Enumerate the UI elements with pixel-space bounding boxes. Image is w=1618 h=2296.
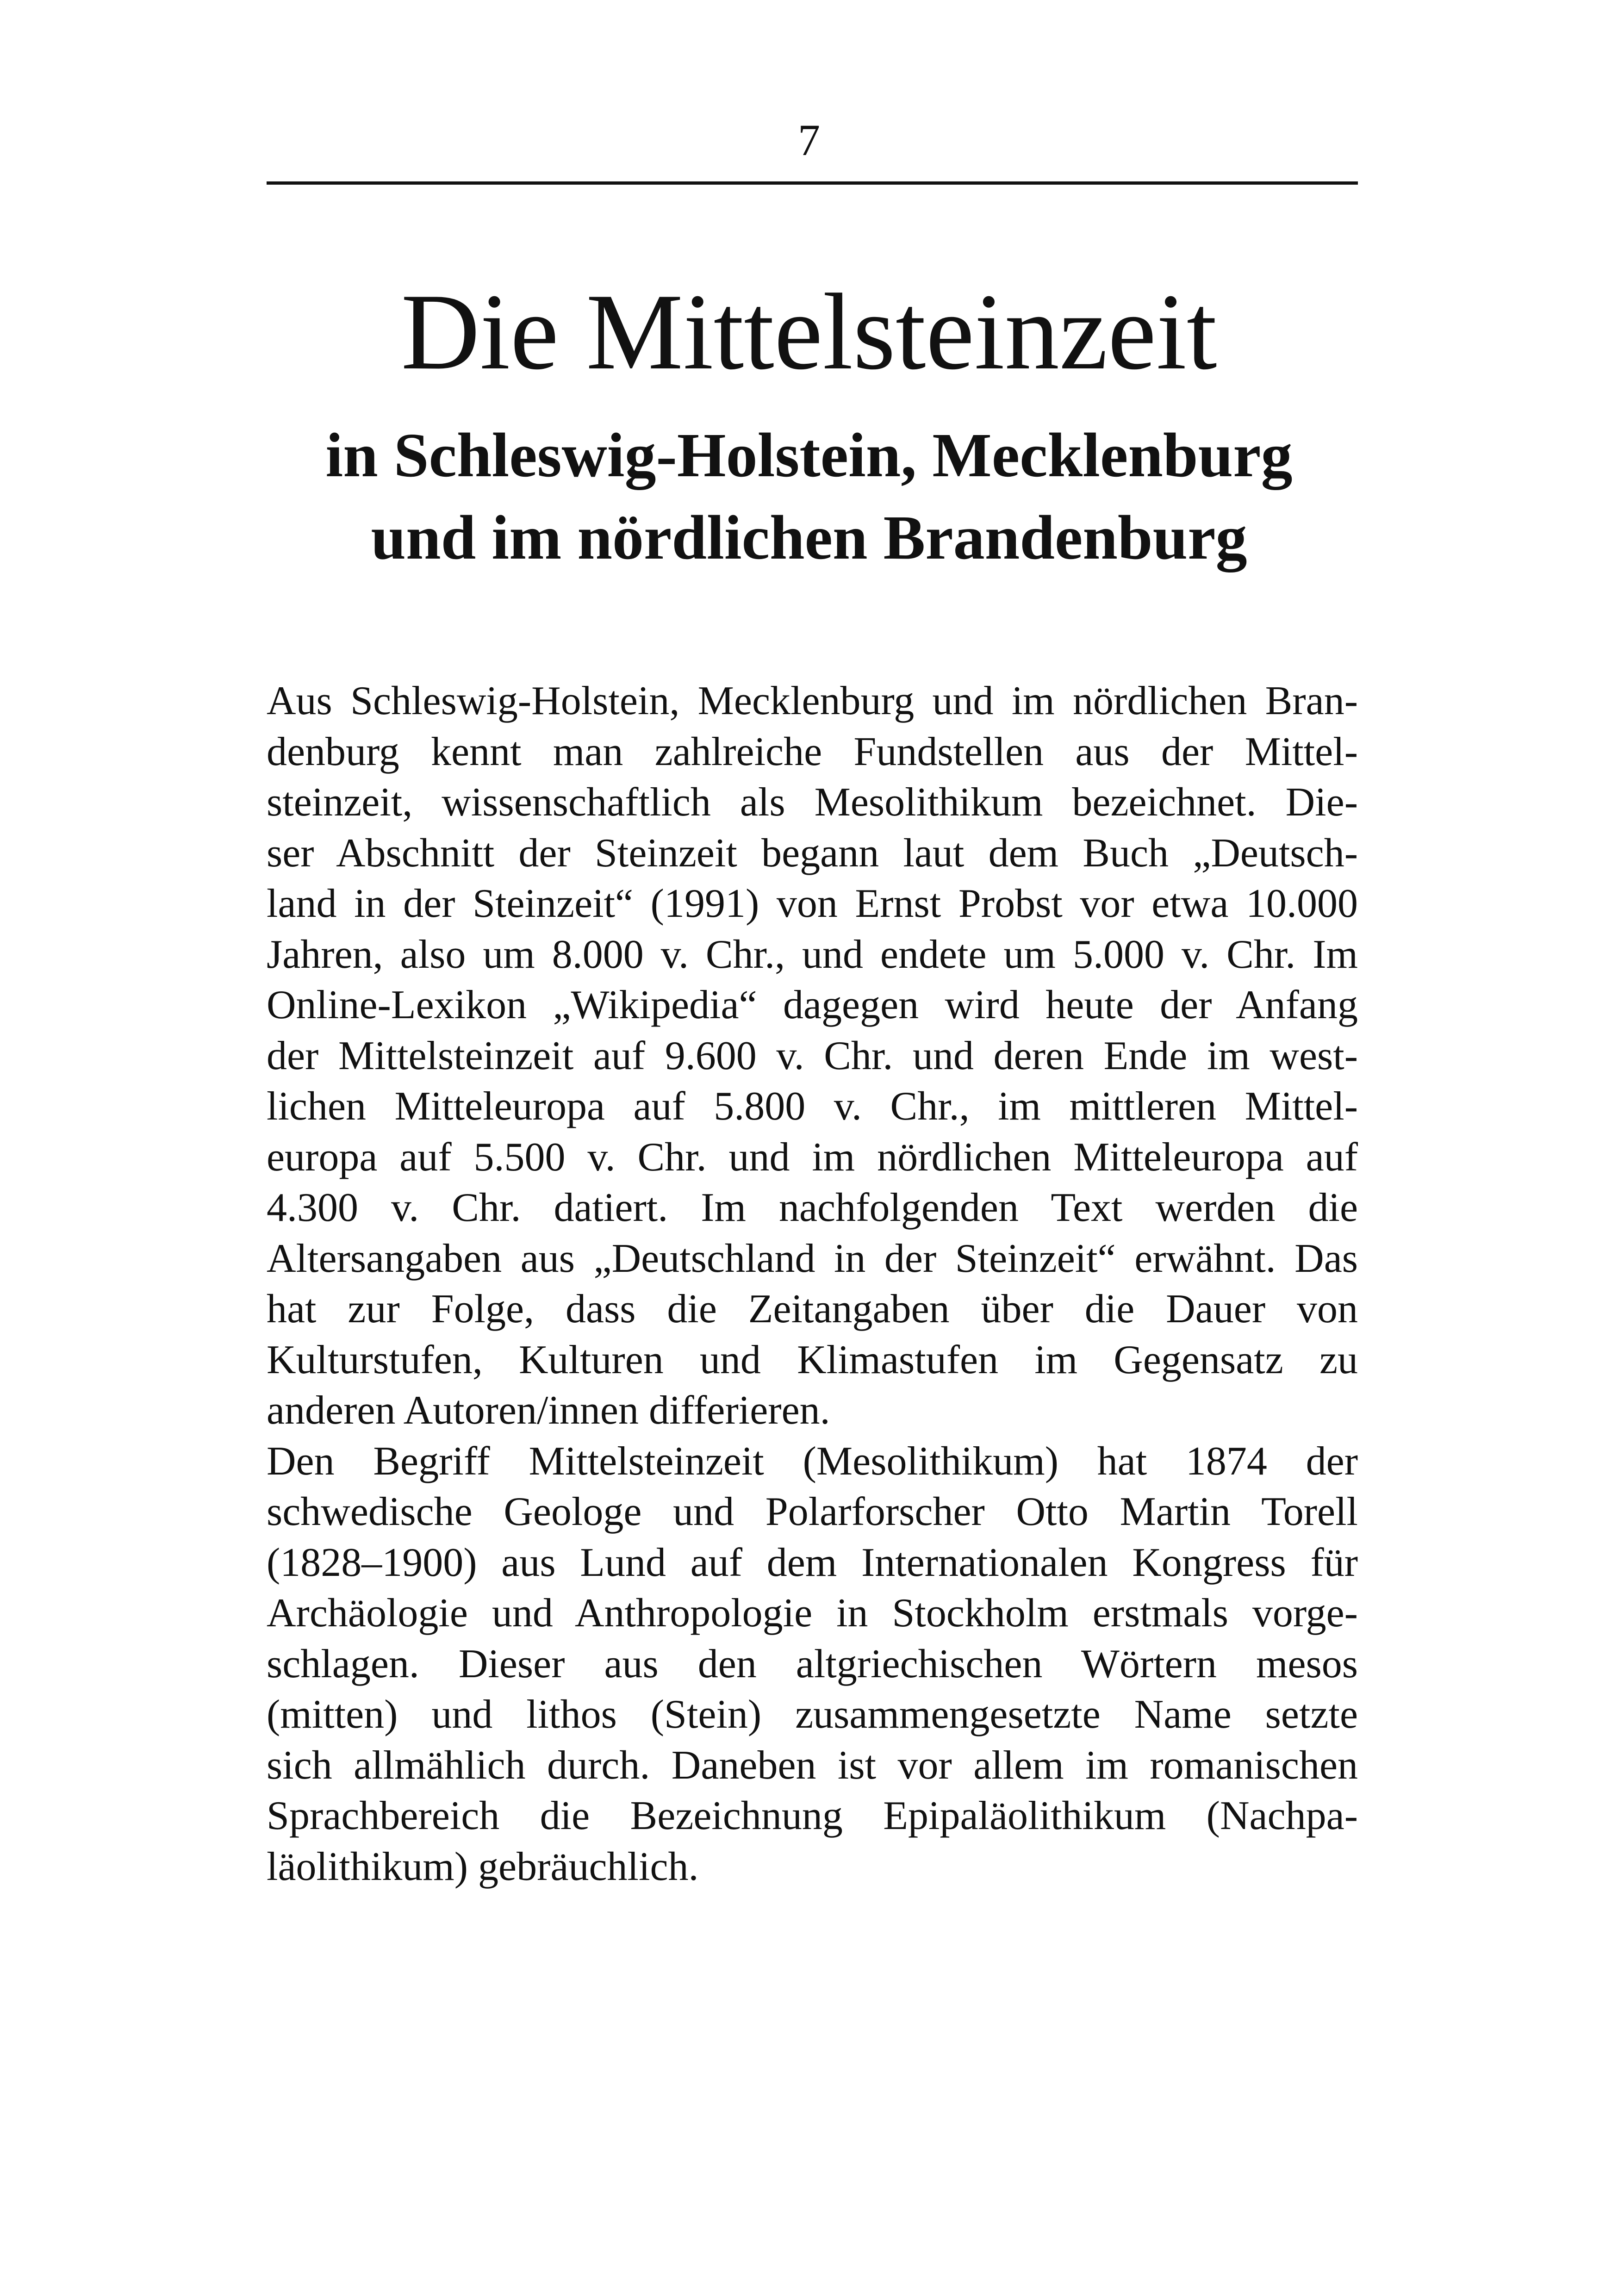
body-line: (mitten) und lithos (Stein) zusammengesetzte Name setzte [267, 1692, 1358, 1737]
page-subtitle [0, 414, 1618, 579]
body-line: schwedische Geologe und Polarforscher Otto Martin Torell [267, 1489, 1358, 1534]
body-line: Sprachbereich die Bezeichnung Epipaläolithikum (Nachpa- [267, 1793, 1358, 1838]
body-line: Aus Schleswig-Holstein, Mecklenburg und im nördlichen Bran- [267, 678, 1358, 723]
body-line: steinzeit, wissenschaftlich als Mesolithikum bezeichnet. Die- [267, 780, 1358, 825]
body-line: Altersangaben aus „Deutschland in der Steinzeit“ erwähnt. Das [267, 1236, 1358, 1281]
body-line: land in der Steinzeit“ (1991) von Ernst Probst vor etwa 10.000 [267, 881, 1358, 926]
body-line: Jahren, also um 8.000 v. Chr., und endete um 5.000 v. Chr. Im [267, 932, 1358, 977]
subtitle-line: und im nördlichen Brandenburg [371, 503, 1247, 572]
body-line: schlagen. Dieser aus den altgriechischen Wörtern mesos [267, 1641, 1358, 1686]
page-title: Die Mittelsteinzeit [401, 272, 1217, 392]
page-number: 7 [798, 115, 820, 165]
body-line: Den Begriff Mittelsteinzeit (Mesolithikum) hat 1874 der [267, 1438, 1358, 1484]
body-line: Archäologie und Anthropologie in Stockholm erstmals vorge- [267, 1591, 1358, 1636]
body-line: 4.300 v. Chr. datiert. Im nachfolgenden Text werden die [267, 1185, 1358, 1230]
body-line: (1828–1900) aus Lund auf dem Internationalen Kongress für [267, 1540, 1358, 1585]
body-line: anderen Autoren/innen differieren. [267, 1388, 830, 1433]
body-line: der Mittelsteinzeit auf 9.600 v. Chr. und deren Ende im west- [267, 1033, 1358, 1078]
subtitle-line: in Schleswig-Holstein, Mecklenburg [325, 421, 1293, 490]
body-line: sich allmählich durch. Daneben ist vor allem im romanischen [267, 1742, 1358, 1788]
body-line: ser Abschnitt der Steinzeit begann laut dem Buch „Deutsch- [267, 830, 1358, 876]
body-line: denburg kennt man zahlreiche Fundstellen aus der Mittel- [267, 729, 1358, 774]
body-line: europa auf 5.500 v. Chr. und im nördlichen Mitteleuropa auf [267, 1134, 1358, 1180]
body-text [267, 676, 1358, 1892]
body-line: Kulturstufen, Kulturen und Klimastufen im Gegensatz zu [267, 1337, 1358, 1382]
body-line: lichen Mitteleuropa auf 5.800 v. Chr., im mittleren Mittel- [267, 1084, 1358, 1129]
header-rule [267, 181, 1358, 185]
body-line: läolithikum) gebräuchlich. [267, 1844, 699, 1889]
body-line: Online-Lexikon „Wikipedia“ dagegen wird heute der Anfang [267, 983, 1358, 1027]
body-line: hat zur Folge, dass die Zeitangaben über die Dauer von [267, 1287, 1358, 1332]
